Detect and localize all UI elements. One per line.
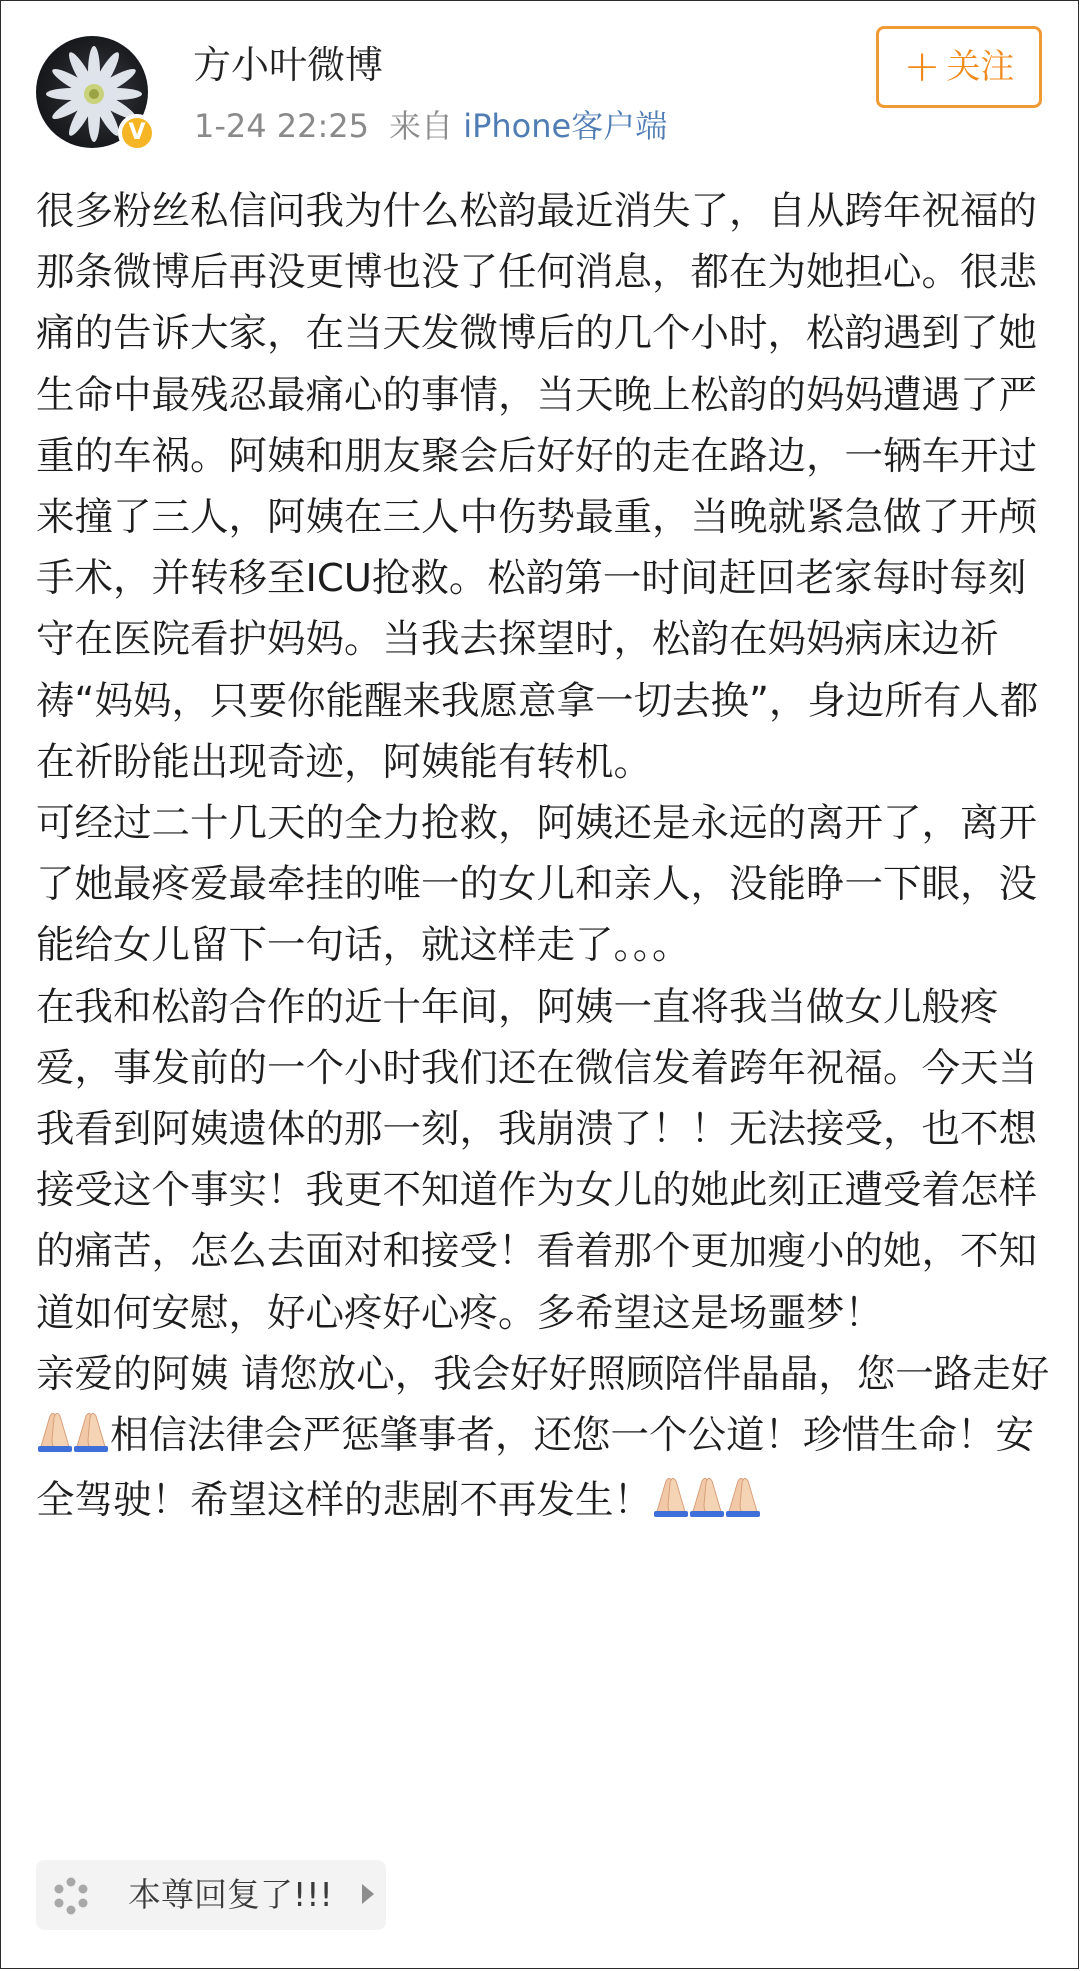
verified-badge-icon: V: [118, 114, 156, 152]
post-body: [36, 181, 1056, 1535]
post-text: 亲爱的阿姨 请您放心，我会好好照顾陪伴晶晶，您一路走好: [36, 1351, 1050, 1397]
spinner-dots-icon: [52, 1877, 90, 1915]
praying-hands-icon: [652, 1474, 762, 1535]
post-meta: [194, 106, 667, 146]
post-paragraph: [36, 1344, 1056, 1536]
post-paragraph: 可经过二十几天的全力抢救，阿姨还是永远的离开了，离开了她最疼爱最牵挂的唯一的女儿和亲人，没能睁一下眼，没能给女儿留下一句话，就这样走了。。。: [36, 801, 1038, 969]
author-reply-chip[interactable]: [36, 1860, 386, 1930]
plus-icon: +: [903, 41, 941, 92]
praying-hands-icon: [36, 1409, 110, 1470]
post-header: [36, 30, 1046, 160]
source-prefix: 来自: [389, 107, 454, 145]
follow-label: 关注: [946, 47, 1015, 87]
post-text: 相信法律会严惩肇事者，还您一个公道！珍惜生命！安全驾驶！希望这样的悲剧不再发生！: [36, 1413, 1035, 1524]
reply-chip-label: 本尊回复了!!!: [128, 1875, 333, 1914]
user-name[interactable]: 方小叶微博: [193, 43, 384, 87]
arrow-right-icon: [362, 1884, 374, 1904]
follow-button[interactable]: [876, 26, 1042, 108]
post-paragraph: 很多粉丝私信问我为什么松韵最近消失了，自从跨年祝福的那条微博后再没更博也没了任何消息，都在为她担心。很悲痛的告诉大家，在当天发微博后的几个小时，松韵遇到了她生命中最残忍最痛心的事情，当天晚上松韵的妈妈遭遇了严重的车祸。阿姨和朋友聚会后好好的走在路边，一辆车开过来撞了三人，阿姨在三人中伤势最重，当晚就紧急做了开颅手术，并转移至ICU抢救。松韵第一时间赶回老家每时每刻守在医院看护妈妈。当我去探望时，松韵在妈妈病床边祈祷“妈妈，只要你能醒来我愿意拿一切去换”，身边所有人都在祈盼能出现奇迹，阿姨能有转机。: [36, 189, 1039, 785]
post-source-link[interactable]: iPhone客户端: [463, 107, 668, 145]
post-paragraph: 在我和松韵合作的近十年间，阿姨一直将我当做女儿般疼爱，事发前的一个小时我们还在微信发着跨年祝福。今天当我看到阿姨遗体的那一刻，我崩溃了！！无法接受，也不想接受这个事实！我更不知道作为女儿的她此刻正遭受着怎样的痛苦，怎么去面对和接受！看着那个更加瘦小的她，不知道如何安慰，好心疼好心疼。多希望这是场噩梦！: [36, 984, 1038, 1336]
post-timestamp: 1-24 22:25: [194, 107, 370, 145]
